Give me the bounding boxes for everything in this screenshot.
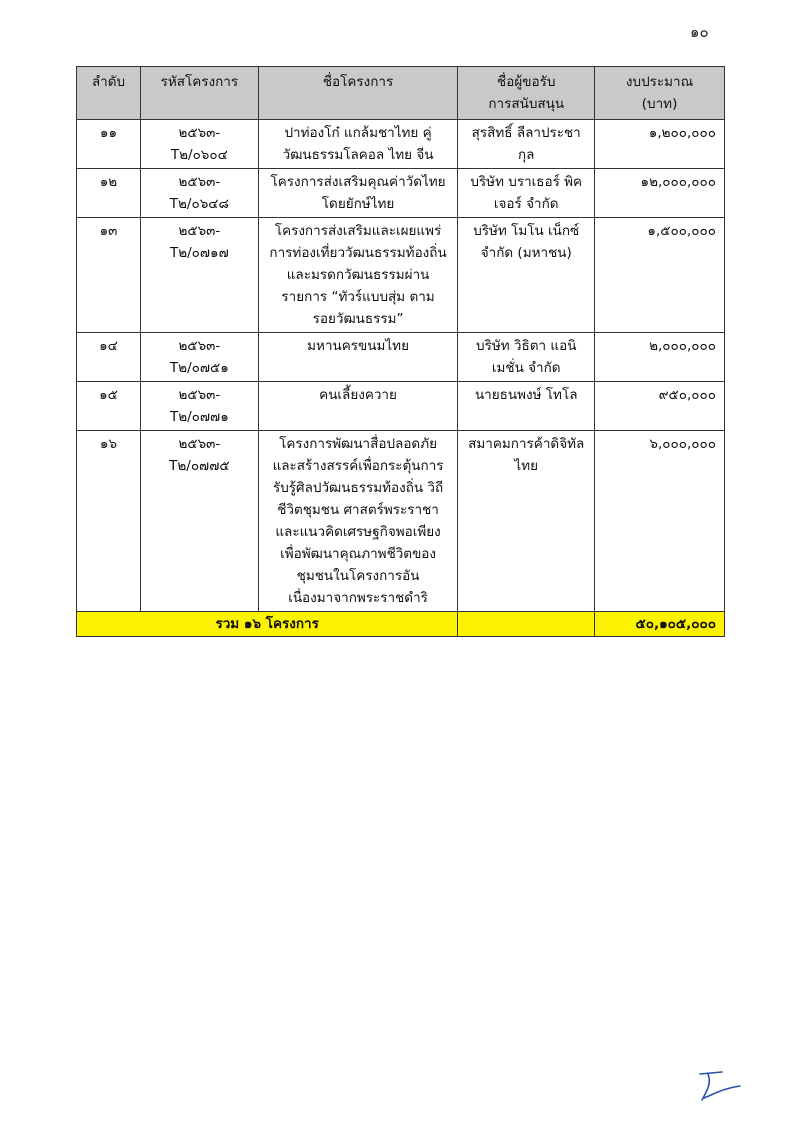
cell-budget: ๖,๐๐๐,๐๐๐	[595, 431, 725, 612]
signature-icon	[694, 1068, 744, 1108]
cell-requester	[458, 169, 595, 218]
cell-code	[140, 218, 258, 333]
cell-requester-line: จำกัด (มหาชน)	[480, 245, 572, 261]
projects-table	[76, 66, 725, 637]
cell-project-name-line: รายการ “ทัวร์แบบสุ่ม ตาม	[281, 289, 435, 305]
cell-budget: ๑๒,๐๐๐,๐๐๐	[595, 169, 725, 218]
table-row	[77, 218, 725, 333]
cell-project-name-line: มหานครขนมไทย	[307, 338, 409, 354]
cell-code-line: T๒/๐๗๑๗	[169, 245, 229, 261]
cell-requester-line: เมชั่น จำกัด	[491, 360, 561, 376]
table-header	[77, 67, 725, 120]
page-number: ๑๐	[690, 23, 709, 41]
header-budget-line: งบประมาณ	[625, 74, 694, 90]
cell-project-name-line: ปาท่องโก๋ แกล้มชาไทย คู่	[284, 125, 432, 141]
cell-budget: ๑,๕๐๐,๐๐๐	[595, 218, 725, 333]
cell-requester-line: บริษัท บราเธอร์ พิค	[470, 174, 583, 190]
header-requester-line: การสนับสนุน	[488, 96, 565, 112]
cell-code-line: T๒/๐๖๔๘	[169, 196, 229, 212]
cell-code	[140, 120, 258, 169]
cell-requester-line: นายธนพงษ์ โทโล	[474, 387, 578, 403]
header-seq: ลำดับ	[77, 67, 141, 120]
cell-project-name-line: ชีวิตชุมชน ศาสตร์พระราชา	[277, 502, 439, 518]
cell-project-name-line: โครงการส่งเสริมและเผยแพร่	[274, 223, 442, 239]
cell-project-name-line: โครงการพัฒนาสื่อปลอดภัย	[279, 436, 438, 452]
cell-requester	[458, 218, 595, 333]
total-row	[77, 612, 725, 637]
cell-project-name	[258, 169, 458, 218]
table-row	[77, 431, 725, 612]
cell-project-name-line: การท่องเที่ยววัฒนธรรมท้องถิ่น	[269, 245, 447, 261]
cell-project-name	[258, 120, 458, 169]
cell-code	[140, 333, 258, 382]
cell-project-name-line: เพื่อพัฒนาคุณภาพชีวิตของ	[280, 546, 437, 562]
header-requester-line: ชื่อผู้ขอรับ	[497, 74, 556, 90]
table-row	[77, 382, 725, 431]
cell-requester-line: สุรสิทธิ์ ลีลาประชา	[471, 125, 581, 141]
cell-project-name-line: คนเลี้ยงควาย	[319, 387, 397, 403]
table-row	[77, 120, 725, 169]
cell-project-name-line: และแนวคิดเศรษฐกิจพอเพียง	[275, 524, 441, 540]
cell-code-line: ๒๕๖๓-	[178, 338, 221, 354]
table-row	[77, 333, 725, 382]
cell-code-line: ๒๕๖๓-	[178, 387, 221, 403]
cell-seq: ๑๓	[77, 218, 141, 333]
cell-project-name-line: โดยยักษ์ไทย	[321, 196, 395, 212]
cell-code-line: ๒๕๖๓-	[178, 174, 221, 190]
cell-project-name	[258, 333, 458, 382]
cell-requester	[458, 431, 595, 612]
cell-project-name	[258, 382, 458, 431]
cell-requester	[458, 333, 595, 382]
cell-project-name	[258, 431, 458, 612]
cell-budget: ๒,๐๐๐,๐๐๐	[595, 333, 725, 382]
cell-code-line: T๒/๐๗๗๕	[169, 458, 230, 474]
cell-seq: ๑๕	[77, 382, 141, 431]
cell-requester-line: เจอร์ จำกัด	[493, 196, 559, 212]
cell-budget: ๙๕๐,๐๐๐	[595, 382, 725, 431]
cell-code-line: T๒/๐๗๗๑	[169, 409, 229, 425]
cell-code	[140, 382, 258, 431]
cell-code-line: ๒๕๖๓-	[178, 125, 221, 141]
cell-project-name-line: วัฒนธรรมโลคอล ไทย จีน	[282, 147, 434, 163]
cell-code-line: ๒๕๖๓-	[178, 436, 221, 452]
cell-code	[140, 431, 258, 612]
cell-code	[140, 169, 258, 218]
cell-seq: ๑๔	[77, 333, 141, 382]
cell-requester-line: บริษัท โมโน เน็กซ์	[473, 223, 580, 239]
cell-budget: ๑,๒๐๐,๐๐๐	[595, 120, 725, 169]
cell-project-name	[258, 218, 458, 333]
cell-code-line: T๒/๐๖๐๔	[170, 147, 228, 163]
header-budget	[595, 67, 725, 120]
total-requester-empty	[458, 612, 595, 637]
cell-project-name-line: ชุมชนในโครงการอัน	[296, 568, 420, 584]
cell-project-name-line: และสร้างสรรค์เพื่อกระตุ้นการ	[272, 458, 444, 474]
table-body	[77, 120, 725, 612]
table-row	[77, 169, 725, 218]
cell-seq: ๑๖	[77, 431, 141, 612]
cell-project-name-line: และมรดกวัฒนธรรมผ่าน	[286, 267, 430, 283]
cell-requester	[458, 120, 595, 169]
header-budget-line: (บาท)	[641, 96, 678, 112]
header-name: ชื่อโครงการ	[258, 67, 458, 120]
total-budget: ๕๐,๑๐๕,๐๐๐	[595, 612, 725, 637]
cell-seq: ๑๒	[77, 169, 141, 218]
cell-project-name-line: รอยวัฒนธรรม”	[312, 311, 404, 327]
cell-project-name-line: เนื่องมาจากพระราชดำริ	[288, 590, 428, 606]
header-requester	[458, 67, 595, 120]
cell-requester-line: บริษัท วิธิตา แอนิ	[476, 338, 577, 354]
cell-project-name-line: โครงการส่งเสริมคุณค่าวัดไทย	[270, 174, 446, 190]
header-code: รหัสโครงการ	[140, 67, 258, 120]
cell-requester	[458, 382, 595, 431]
cell-requester-line: สมาคมการค้าดิจิทัล	[468, 436, 585, 452]
cell-seq: ๑๑	[77, 120, 141, 169]
cell-requester-line: ไทย	[514, 458, 539, 474]
cell-code-line: ๒๕๖๓-	[178, 223, 221, 239]
cell-project-name-line: รับรู้ศิลปวัฒนธรรมท้องถิ่น วิถี	[272, 480, 444, 496]
total-label: รวม ๑๖ โครงการ	[77, 612, 458, 637]
cell-requester-line: กุล	[517, 147, 535, 163]
cell-code-line: T๒/๐๗๕๑	[169, 360, 229, 376]
